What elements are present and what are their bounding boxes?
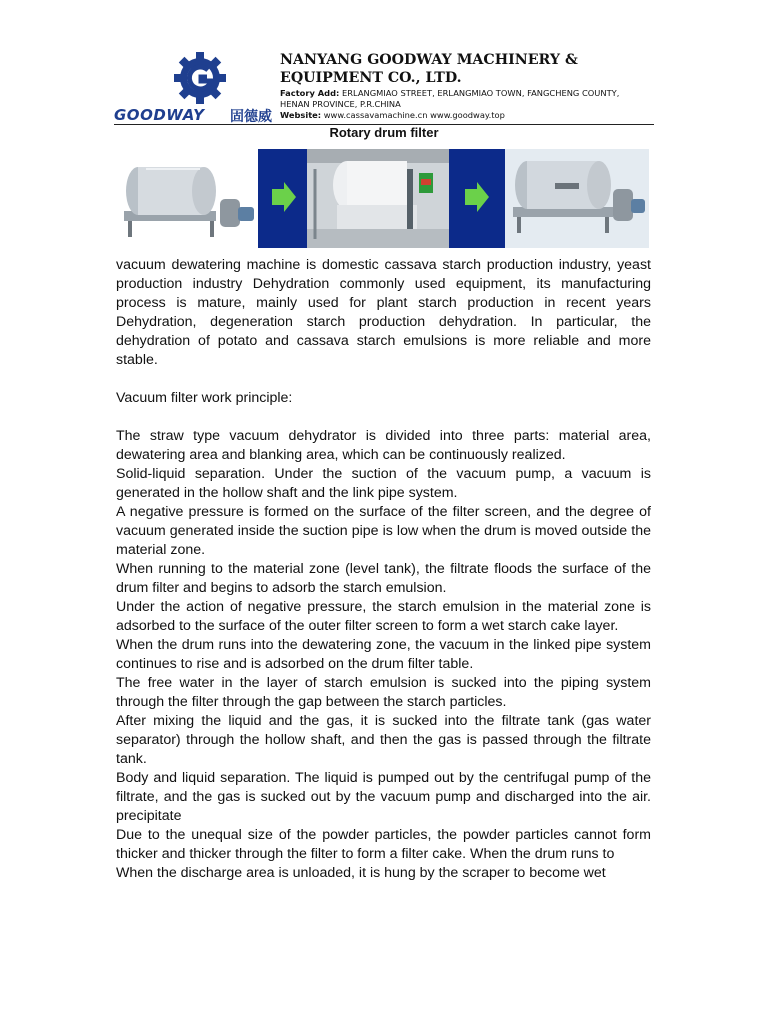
company-name-line2: EQUIPMENT CO., LTD.: [280, 70, 462, 86]
arrow-right-icon: [449, 149, 505, 248]
page-title: Rotary drum filter: [329, 125, 439, 140]
website-value: www.cassavamachine.cn www.goodway.top: [323, 110, 505, 120]
arrow-panel-1: [258, 149, 307, 248]
document-body: [116, 256, 651, 883]
body-paragraph: After mixing the liquid and the gas, it is sucked into the filtrate tank (gas water separator) through the hollow shaft, and then the gas is passed through the filtrate tank.: [116, 713, 651, 767]
machine-photo-2: [307, 149, 449, 248]
factory-address-line2: HENAN PROVINCE, P.R.CHINA: [280, 99, 401, 109]
drum-filter-illustration: [505, 149, 649, 248]
body-paragraph: A negative pressure is formed on the surface of the filter screen, and the degree of vacuum generated inside the suction pipe is low when the drum is moved outside the material zone.: [116, 504, 651, 558]
section-heading: Vacuum filter work principle:: [116, 390, 293, 406]
machine-photo-1: [114, 149, 258, 248]
factory-installation-illustration: [307, 149, 449, 248]
body-paragraph: When the drum runs into the dewatering zone, the vacuum in the linked pipe system continues to rise and is adsorbed on the drum filter table.: [116, 637, 651, 672]
arrow-panel-2: [449, 149, 505, 248]
website-label: Website:: [280, 110, 322, 120]
company-name-line1: NANYANG GOODWAY MACHINERY &: [280, 52, 578, 68]
gear-logo-icon: [172, 50, 228, 106]
body-paragraph: The free water in the layer of starch emulsion is sucked into the piping system through the filter through the gap between the starch particles.: [116, 675, 651, 710]
intro-paragraph: vacuum dewatering machine is domestic cassava starch production industry, yeast production industry Dehydration commonly used equipment, its manufacturing process is mature, mainly used for plant starch production in recent years Dehydration, degeneration starch production dehydration. In particular, the dehydration of potato and cassava starch emulsions is more reliable and more stable.: [116, 257, 651, 368]
letterhead: [114, 46, 654, 126]
body-paragraph: Body and liquid separation. The liquid is pumped out by the centrifugal pump of the filtrate, and the gas is sucked out by the vacuum pump and discharged into the air. precipitate: [116, 770, 651, 824]
body-paragraph: When the discharge area is unloaded, it is hung by the scraper to become wet: [116, 865, 606, 881]
body-paragraph: Under the action of negative pressure, the starch emulsion in the material zone is adsorbed to the surface of the outer filter screen to form a wet starch cake layer.: [116, 599, 651, 634]
body-paragraph: When running to the material zone (level tank), the filtrate floods the surface of the drum filter and begins to adsorb the starch emulsion.: [116, 561, 651, 596]
company-name: [280, 51, 578, 87]
machine-photo-3: [505, 149, 649, 248]
arrow-right-icon: [258, 149, 307, 248]
product-photo-strip: [114, 149, 649, 248]
body-paragraph: Due to the unequal size of the powder particles, the powder particles cannot form thicker and thicker through the filter to form a filter cake. When the drum runs to: [116, 827, 651, 862]
drum-filter-illustration: [114, 149, 258, 248]
body-paragraph: Solid-liquid separation. Under the suction of the vacuum pump, a vacuum is generated in the hollow shaft and the link pipe system.: [116, 466, 651, 501]
factory-label: Factory Add:: [280, 88, 340, 98]
factory-address-line1: ERLANGMIAO STREET, ERLANGMIAO TOWN, FANGCHENG COUNTY,: [342, 88, 620, 98]
body-paragraph: The straw type vacuum dehydrator is divided into three parts: material area, dewatering area and blanking area, which can be continuously realized.: [116, 428, 651, 463]
logo-wordmark: GOODWAY: [114, 106, 205, 124]
logo-chinese-name: 固德威: [230, 109, 272, 125]
company-info: [280, 88, 619, 121]
